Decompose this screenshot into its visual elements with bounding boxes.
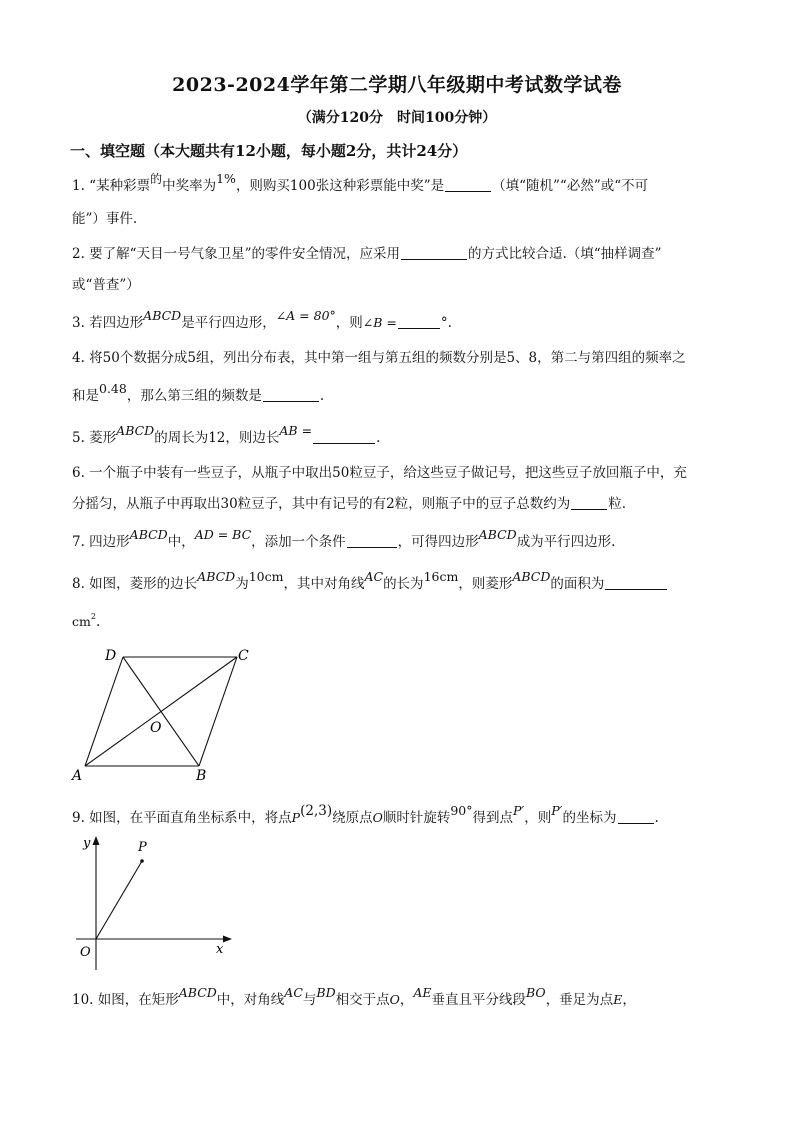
- answer-blank-7[interactable]: [347, 533, 397, 548]
- label-d: D: [105, 648, 117, 664]
- answer-blank-6[interactable]: [571, 495, 607, 510]
- question-1-line-2: 能”）事件.: [72, 211, 138, 227]
- answer-blank-8[interactable]: [605, 575, 667, 590]
- label-a: A: [72, 768, 83, 784]
- question-8-line-1: 8. 如图，菱形的边长ABCD为10cm，其中对角线AC的长为16cm，则菱形ABCD的面积为: [72, 574, 668, 594]
- label-y: y: [83, 836, 91, 851]
- answer-blank-3[interactable]: [398, 314, 440, 329]
- answer-blank-2[interactable]: [401, 245, 467, 260]
- question-5: 5. 菱形ABCD的周长为12，则边长AB = .: [72, 423, 381, 446]
- question-9: 9. 如图，在平面直角坐标系中，将点P(2,3)绕原点O顺时针旋转90°得到点P′，则P′的坐标为 .: [72, 803, 659, 826]
- question-7: 7. 四边形ABCD中，AD = BC，添加一个条件 ，可得四边形ABCD成为平行四边形.: [72, 527, 616, 550]
- question-8-line-2: $cm^2$.: [72, 612, 101, 630]
- answer-blank-1[interactable]: [445, 177, 491, 192]
- label-x: x: [216, 942, 224, 957]
- side-da: [85, 657, 123, 766]
- question-2-line-2: 或“普查”）: [72, 277, 140, 293]
- question-6-line-1: 6. 一个瓶子中装有一些豆子，从瓶子中取出50粒豆子，给这些豆子做记号，把这些豆子放回瓶子中，充: [72, 465, 687, 481]
- rhombus-figure: [70, 642, 270, 787]
- label-origin: O: [80, 945, 91, 960]
- exam-subtitle: （满分120分 时间100分钟）: [297, 110, 497, 126]
- coordinate-figure: [70, 832, 240, 977]
- label-o: O: [150, 720, 162, 736]
- question-4-line-2: 和是0.48，那么第三组的频数是 .: [72, 381, 325, 404]
- question-10: 10. 如图，在矩形ABCD中，对角线AC与BD相交于点O，AE垂直且平分线段BO，垂足为点E，: [72, 985, 636, 1008]
- diagonal-bd: [123, 657, 199, 766]
- x-axis-arrow: [223, 936, 232, 943]
- question-3: 3. 若四边形ABCD是平行四边形，∠A = 80°，则∠B = °.: [72, 308, 452, 331]
- answer-blank-9[interactable]: [618, 809, 654, 824]
- label-b: B: [196, 768, 207, 784]
- question-2-line-1: 2. 要了解“天目一号气象卫星”的零件安全情况，应采用 的方式比较合适.（填“抽样调查”: [72, 246, 662, 262]
- section-heading: 一、填空题（本大题共有12小题，每小题2分，共计24分）: [70, 142, 468, 160]
- q1-rate: 1%: [216, 171, 236, 186]
- question-6-line-2: 分摇匀，从瓶子中再取出30粒豆子，其中有记号的有2粒，则瓶子中的豆子总数约为 粒.: [72, 496, 627, 512]
- label-p: P: [138, 840, 147, 855]
- segment-op: [96, 861, 142, 939]
- answer-blank-4[interactable]: [263, 387, 319, 402]
- answer-blank-5[interactable]: [313, 429, 375, 444]
- point-p: [140, 859, 144, 863]
- question-4-line-1: 4. 将50个数据分成5组，列出分布表，其中第一组与第五组的频数分别是5、8，第二与第四组的频率之: [72, 350, 686, 366]
- y-axis-arrow: [93, 836, 100, 845]
- question-1-line-1: 1. “某种彩票的中奖率为1%，则购买100张这种彩票能中奖”是 （填“随机”“必然”或“不可: [72, 171, 649, 194]
- side-bc: [199, 657, 237, 766]
- label-c: C: [238, 648, 249, 664]
- exam-title: 2023-2024学年第二学期八年级期中考试数学试卷: [172, 74, 622, 96]
